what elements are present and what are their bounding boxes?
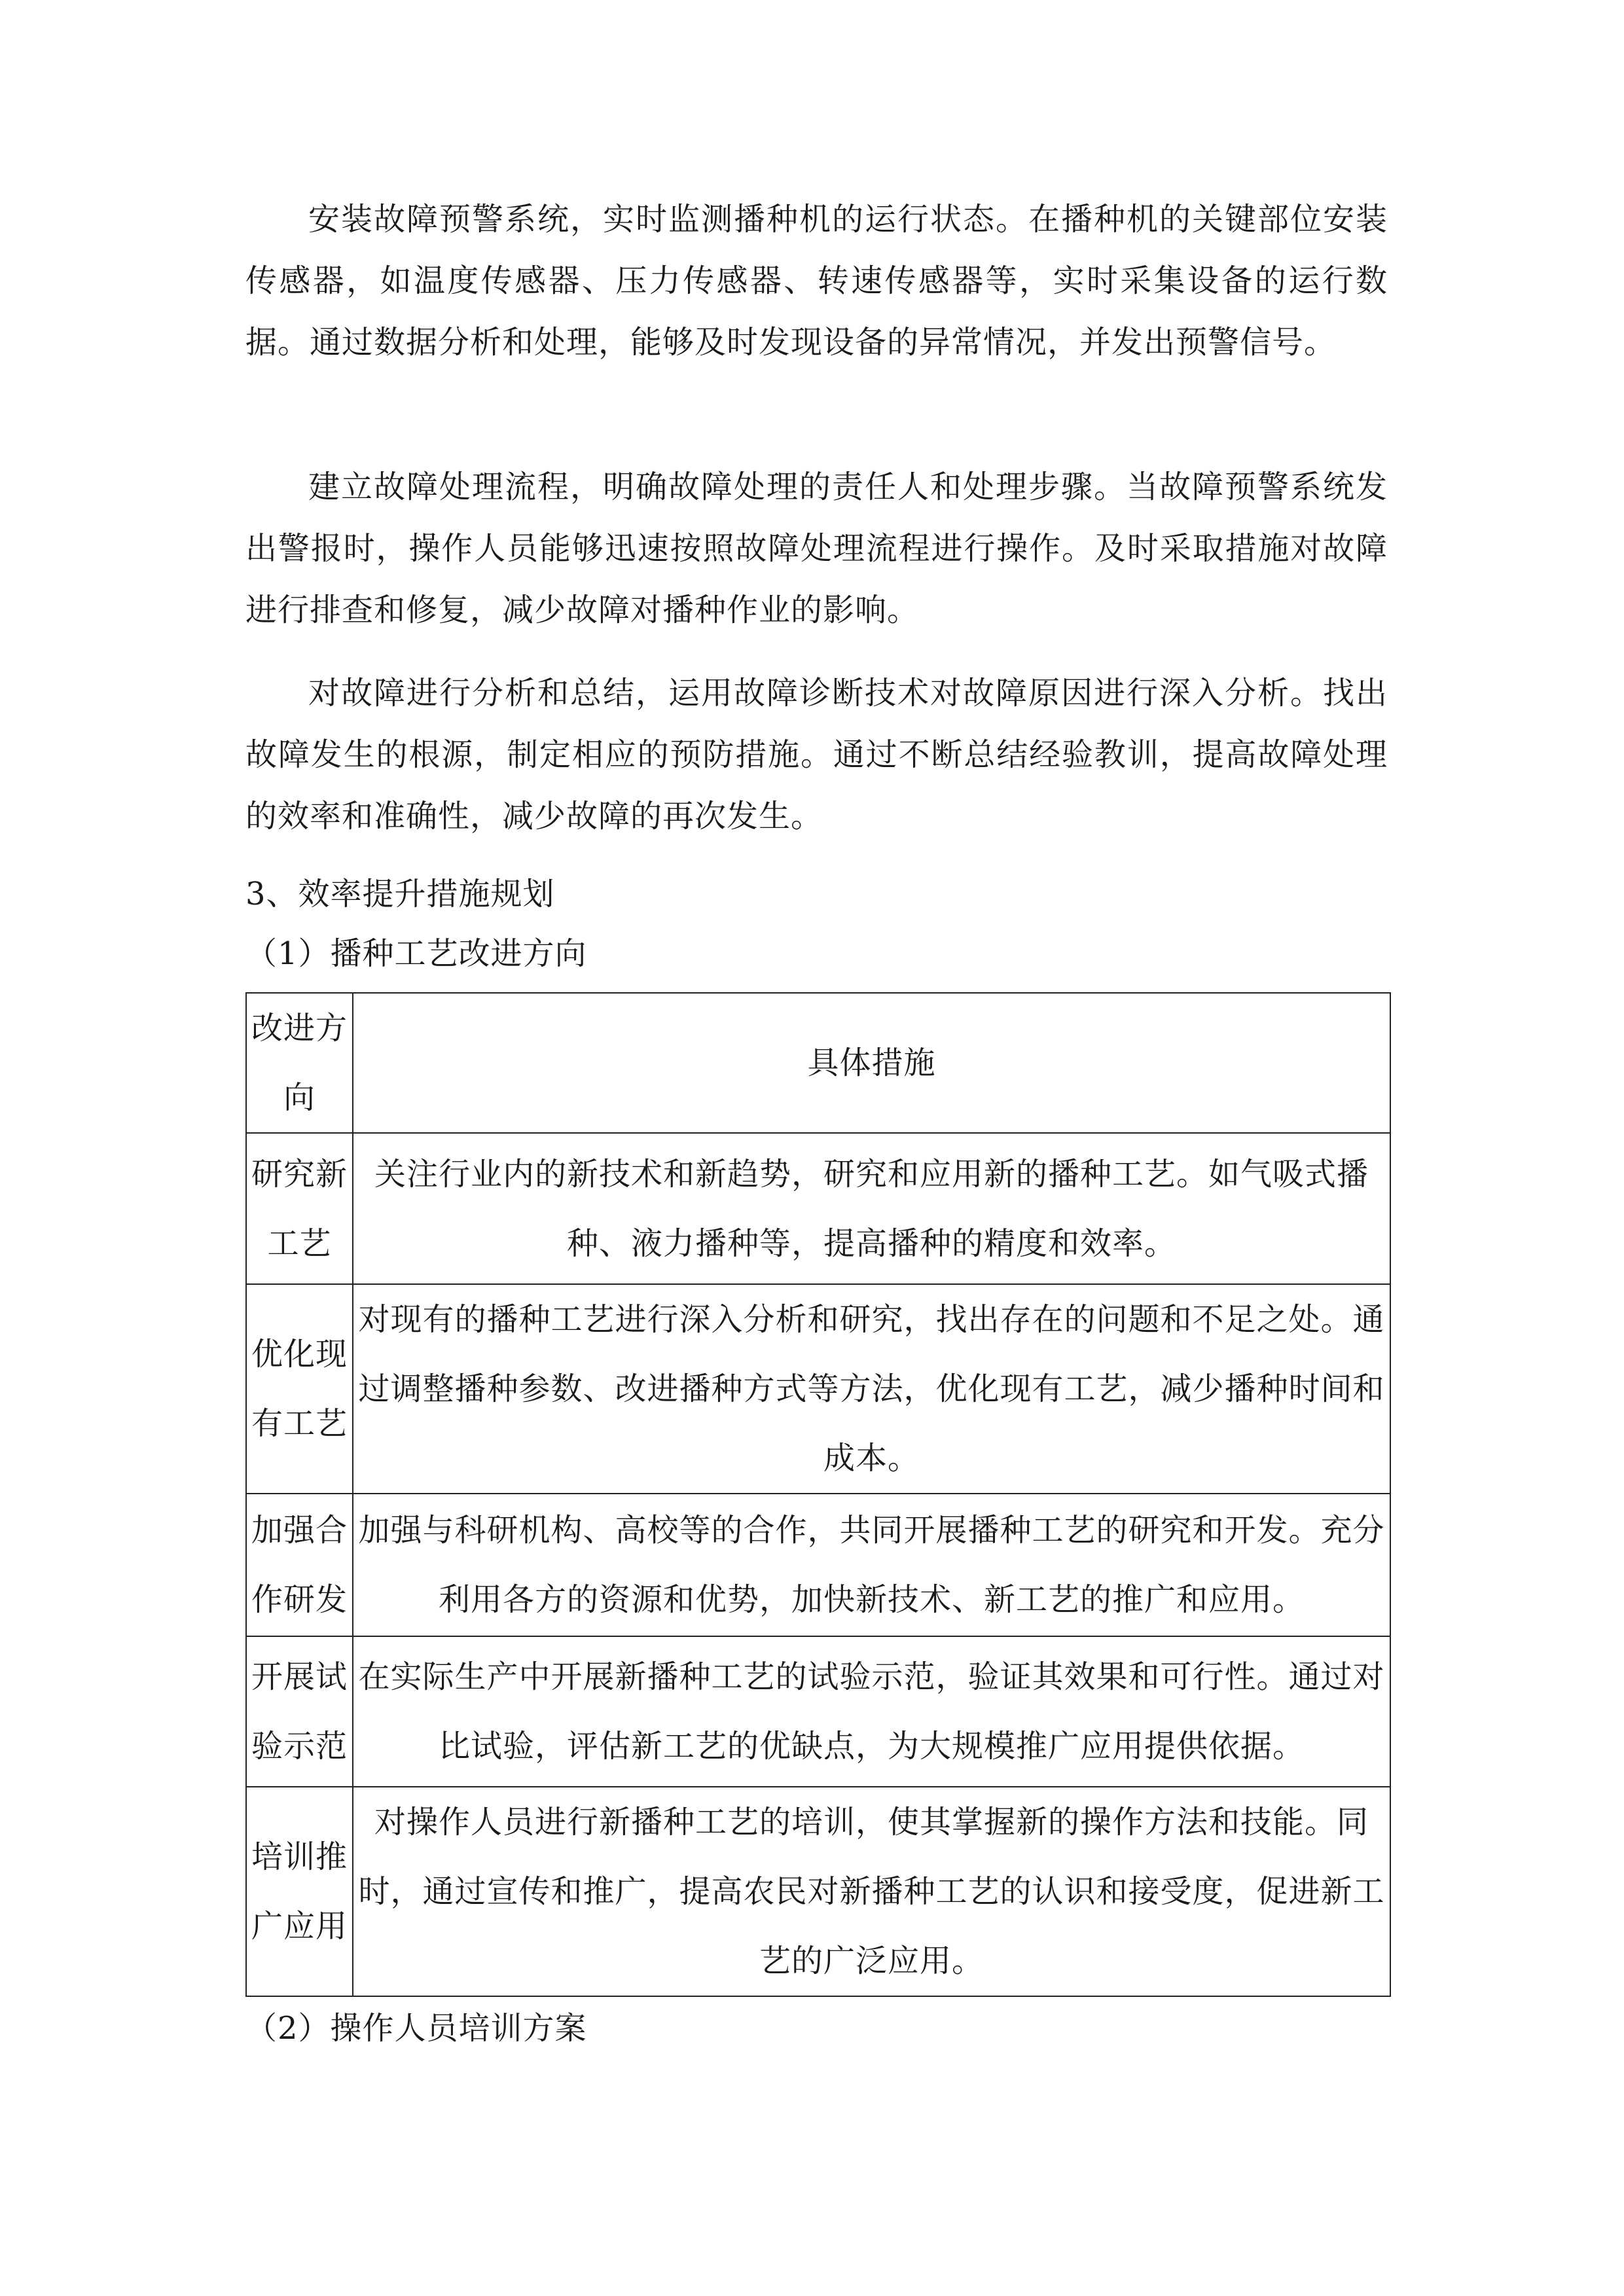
row-direction: 开展试验示范 — [246, 1636, 353, 1787]
table-row — [246, 1284, 1390, 1494]
row-measure: 对操作人员进行新播种工艺的培训，使其掌握新的操作方法和技能。同时，通过宣传和推广，提高农民对新播种工艺的认识和接受度，促进新工艺的广泛应用。 — [353, 1787, 1390, 1996]
row-measure: 关注行业内的新技术和新趋势，研究和应用新的播种工艺。如气吸式播种、液力播种等，提高播种的精度和效率。 — [353, 1133, 1390, 1284]
row-direction: 优化现有工艺 — [246, 1284, 353, 1494]
header-direction: 改进方向 — [246, 993, 353, 1133]
table-row — [246, 1494, 1390, 1636]
improvement-table — [245, 992, 1391, 1997]
paragraph-fault-analysis: 对故障进行分析和总结，运用故障诊断技术对故障原因进行深入分析。找出故障发生的根源，制定相应的预防措施。通过不断总结经验教训，提高故障处理的效率和准确性，减少故障的再次发生。 — [245, 675, 1388, 834]
table-row — [246, 1133, 1390, 1284]
row-direction: 加强合作研发 — [246, 1494, 353, 1636]
table-row — [246, 1636, 1390, 1787]
row-direction: 培训推广应用 — [246, 1787, 353, 1996]
paragraph-fault-warning: 安装故障预警系统，实时监测播种机的运行状态。在播种机的关键部位安装传感器，如温度传感器、压力传感器、转速传感器等，实时采集设备的运行数据。通过数据分析和处理，能够及时发现设备的异常情况，并发出预警信号。 — [245, 201, 1388, 361]
table-header-row — [246, 993, 1390, 1133]
paragraph-fault-process: 建立故障处理流程，明确故障处理的责任人和处理步骤。当故障预警系统发出警报时，操作人员能够迅速按照故障处理流程进行操作。及时采取措施对故障进行排查和修复，减少故障对播种作业的影响。 — [245, 469, 1388, 628]
subsection-heading-operator-training: （2）操作人员培训方案 — [245, 2010, 587, 2047]
header-measure: 具体措施 — [353, 993, 1390, 1133]
row-measure: 在实际生产中开展新播种工艺的试验示范，验证其效果和可行性。通过对比试验，评估新工艺的优缺点，为大规模推广应用提供依据。 — [353, 1636, 1390, 1787]
row-measure: 对现有的播种工艺进行深入分析和研究，找出存在的问题和不足之处。通过调整播种参数、改进播种方式等方法，优化现有工艺，减少播种时间和成本。 — [353, 1284, 1390, 1494]
row-measure: 加强与科研机构、高校等的合作，共同开展播种工艺的研究和开发。充分利用各方的资源和优势，加快新技术、新工艺的推广和应用。 — [353, 1494, 1390, 1636]
row-direction: 研究新工艺 — [246, 1133, 353, 1284]
subsection-heading-sowing-process: （1）播种工艺改进方向 — [245, 935, 587, 972]
table-row — [246, 1787, 1390, 1996]
section-heading: 3、效率提升措施规划 — [245, 876, 555, 912]
